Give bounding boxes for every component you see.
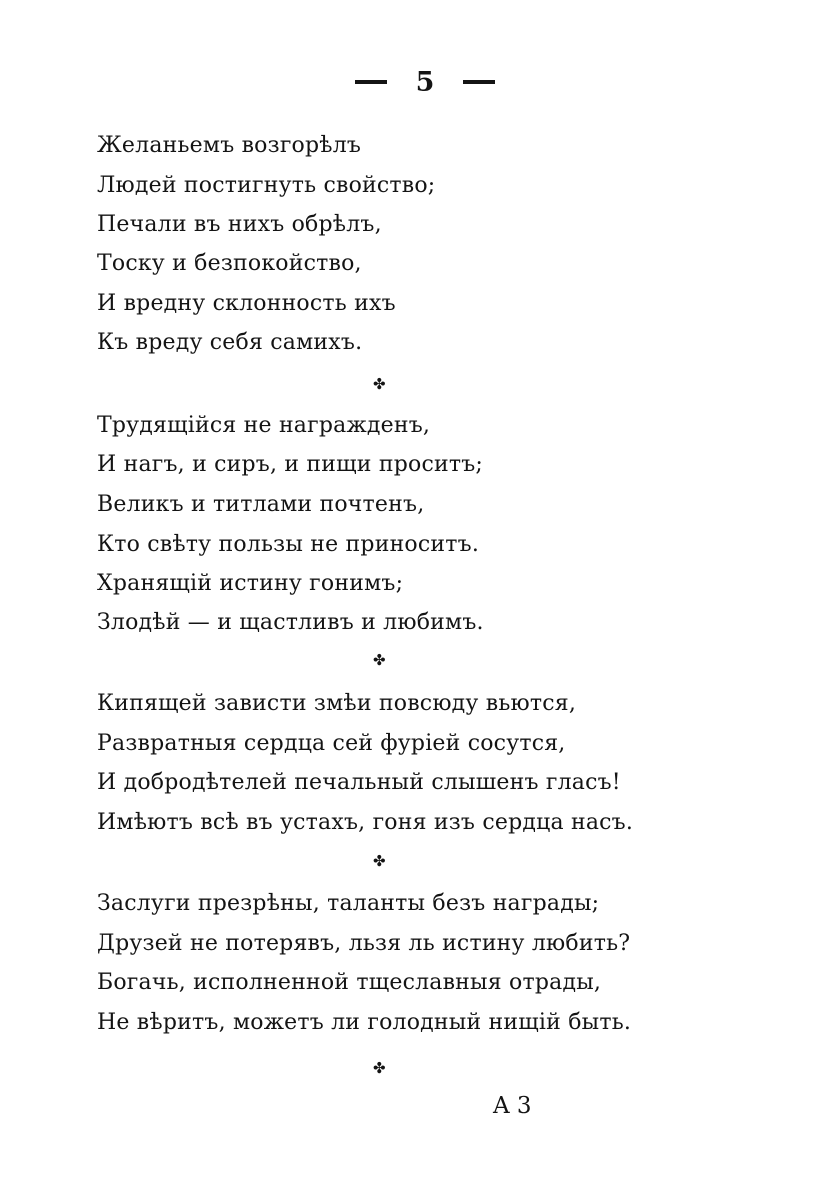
poem-line: Хранящій истину гонимъ; [97,571,404,596]
poem-line: И добродѣтелей печальный слышенъ гласъ! [97,770,621,795]
poem-line: Имѣютъ всѣ въ устахъ, гоня изъ сердца насъ. [97,810,634,835]
poem-line: Тоску и безпокойство, [97,251,362,276]
poem-line: Заслуги презрѣны, таланты безъ награды; [97,891,600,916]
poem-line: Не вѣритъ, можетъ ли голодный нищій быть. [97,1010,632,1035]
stanza-ornament-icon: ✤ [373,375,386,393]
page-number: 5 [415,66,435,98]
poem-line: И вредну склонность ихъ [97,291,396,316]
stanza-ornament-icon: ✤ [373,651,386,669]
poem-line: Къ вреду себя самихъ. [97,330,363,355]
stanza-ornament-icon: ✤ [373,1059,386,1077]
signature-mark: A 3 [493,1093,532,1119]
poem-line: Злодѣй — и щастливъ и любимъ. [97,610,484,635]
header-dash-right [463,80,495,84]
poem-line: И нагъ, и сиръ, и пищи проситъ; [97,452,484,477]
poem-line: Кипящей зависти змѣи повсюду вьются, [97,691,577,716]
poem-line: Богачь, исполненной тщеславныя отрады, [97,970,602,995]
stanza-ornament-icon: ✤ [373,852,386,870]
header-dash-left [355,80,387,84]
poem-line: Великъ и титлами почтенъ, [97,492,425,517]
page-header [355,62,495,102]
poem-line: Печали въ нихъ обрѣлъ, [97,212,382,237]
poem-line: Желаньемъ возгорѣлъ [97,133,362,158]
poem-line: Кто свѣту пользы не приноситъ. [97,532,480,557]
poem-line: Трудящійся не награжденъ, [97,413,431,438]
poem-line: Людей постигнуть свойство; [97,173,436,198]
poem-line: Развратныя сердца сей фуріей сосутся, [97,731,566,756]
poem-line: Друзей не потерявъ, льзя ль истину любить? [97,931,631,956]
